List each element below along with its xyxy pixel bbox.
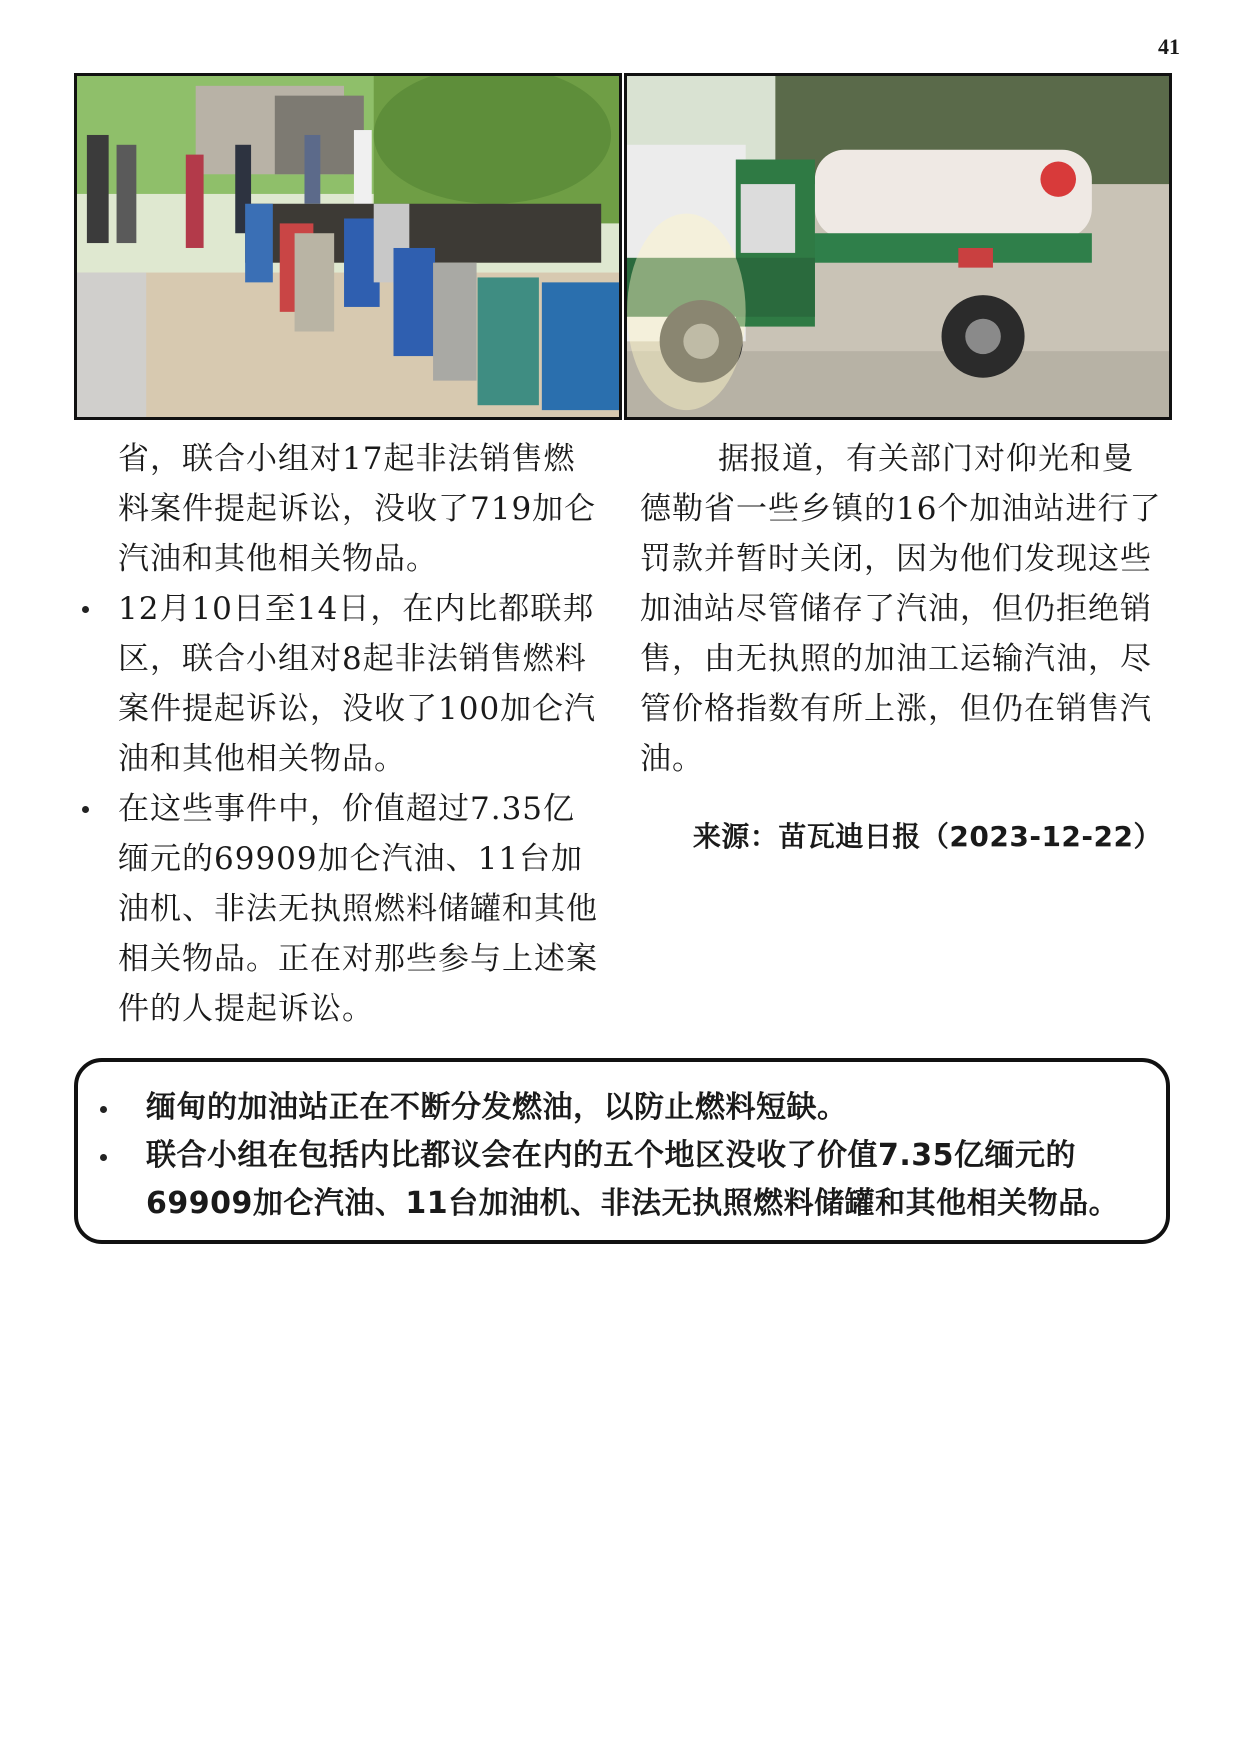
summary-text: 联合小组在包括内比都议会在内的五个地区没收了价值7.35亿缅元的69909加仑汽油、11台加油机、非法无执照燃料储罐和其他相关物品。 (146, 1138, 1120, 1221)
report-paragraph: 据报道，有关部门对仰光和曼德勒省一些乡镇的16个加油站进行了罚款并暂时关闭，因为他们发现这些加油站尽管储存了汽油，但仍拒绝销售，由无执照的加油工运输汽油，尽管价格指数有所上涨，但仍在销售汽油。 (640, 441, 1162, 777)
page-number: 41 (1158, 34, 1180, 59)
list-item (82, 584, 606, 784)
bullet-icon (100, 1106, 107, 1113)
bullet-text: 12月10日至14日，在内比都联邦区，联合小组对8起非法销售燃料案件提起诉讼，没收了100加仑汽油和其他相关物品。 (118, 591, 597, 777)
summary-text: 缅甸的加油站正在不断分发燃油，以防止燃料短缺。 (146, 1090, 848, 1125)
right-column (640, 434, 1162, 862)
left-column (82, 434, 606, 1034)
bullet-icon (82, 806, 89, 813)
fuel-tanker-truck-photo (624, 73, 1172, 420)
summary-item (100, 1084, 1142, 1132)
bullet-icon (100, 1154, 107, 1161)
summary-box (74, 1058, 1170, 1244)
source-citation: 来源：苗瓦迪日报（2023-12-22） (692, 820, 1162, 853)
bullet-icon (82, 606, 89, 613)
list-item (82, 784, 606, 1034)
bullet-text: 在这些事件中，价值超过7.35亿缅元的69909加仑汽油、11台加油机、非法无执照燃料储罐和其他相关物品。正在对那些参与上述案件的人提起诉讼。 (118, 791, 598, 1027)
confiscated-fuel-drums-photo (74, 73, 622, 420)
summary-item (100, 1132, 1142, 1228)
continued-paragraph: 省，联合小组对17起非法销售燃料案件提起诉讼，没收了719加仑汽油和其他相关物品。 (118, 441, 597, 577)
